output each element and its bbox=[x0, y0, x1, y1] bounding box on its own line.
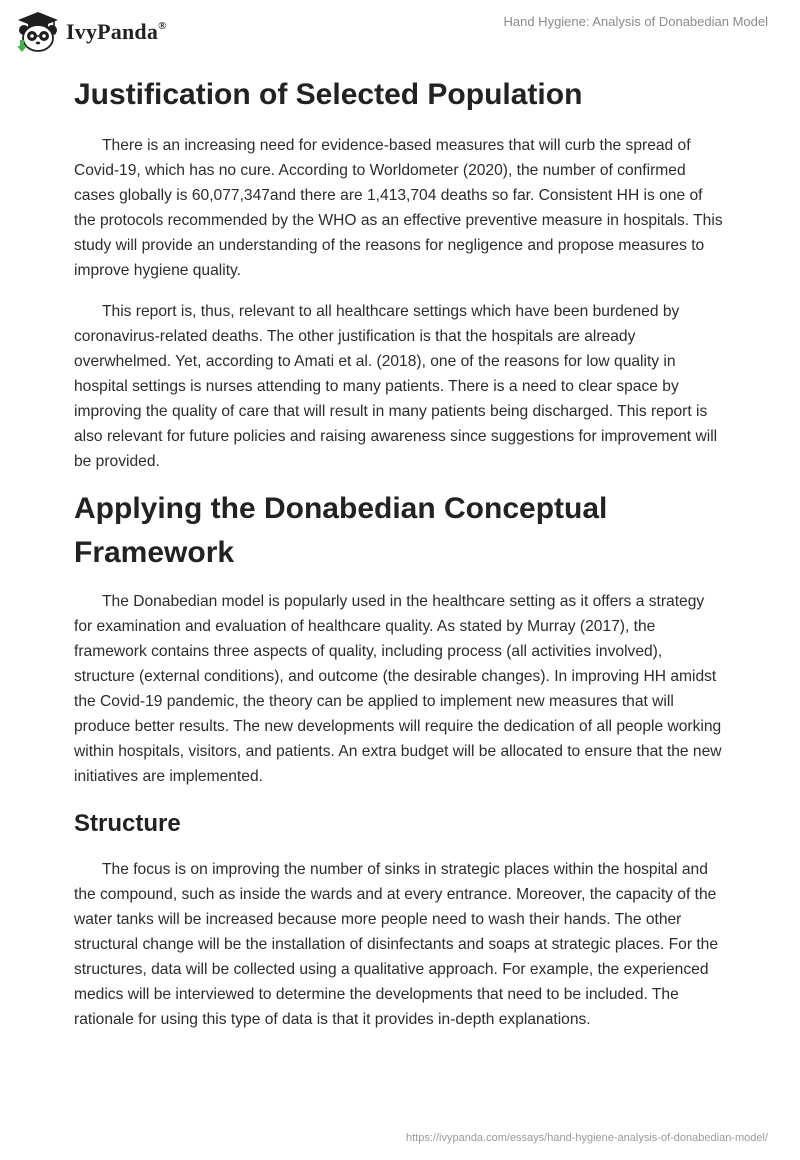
paragraph bbox=[74, 299, 724, 474]
section-structure bbox=[74, 808, 724, 840]
paragraph bbox=[74, 857, 724, 1032]
paragraph-text: The focus is on improving the number of sinks in strategic places within the hospital and the compound, such as inside the wards and at every entrance. Moreover, the capacity of the water tanks will be increased because more people need to wash their hands. The other structural change will be the installation of disinfectants and soaps at strategic places. For the structures, data will be collected using a qualitative approach. For example, the experienced medics will be interviewed to determine the developments that need to be included. The rationale for using this type of data is that it provides in-depth explanations. bbox=[74, 861, 719, 1028]
document-title: Hand Hygiene: Analysis of Donabedian Model bbox=[503, 14, 768, 29]
section-heading: Justification of Selected Population bbox=[74, 78, 583, 111]
source-url-link[interactable]: https://ivypanda.com/essays/hand-hygiene-analysis-of-donabedian-model/ bbox=[406, 1132, 768, 1144]
logo[interactable] bbox=[14, 10, 167, 54]
section-justification bbox=[74, 72, 724, 118]
section-heading: Applying the Donabedian Conceptual Framework bbox=[74, 492, 608, 569]
paragraph-text: The Donabedian model is popularly used in the healthcare setting as it offers a strategy for examination and evaluation of healthcare quality. As stated by Murray (2017), the framework contains three aspects of quality, including process (all activities involved), structure (external conditions), and outcome (the desirable changes). In improving HH amidst the Covid-19 pandemic, the theory can be applied to implement new measures that will produce better results. The new developments will require the dedication of all people working within hospitals, visitors, and patients. An extra budget will be allocated to ensure that the new initiatives are implemented. bbox=[74, 593, 722, 785]
section-heading: Structure bbox=[74, 810, 181, 837]
paragraph bbox=[74, 133, 724, 283]
paragraph bbox=[74, 589, 724, 789]
page-header bbox=[0, 0, 800, 64]
logo-text: IvyPanda® bbox=[66, 19, 167, 44]
panda-logo-icon bbox=[14, 10, 62, 54]
paragraph-text: There is an increasing need for evidence-based measures that will curb the spread of Covid-19, which has no cure. According to Worldometer (2020), the number of confirmed cases globally is 60,077,347and there are 1,413,704 deaths so far. Consistent HH is one of the protocols recommended by the WHO as an effective preventive measure in hospitals. This study will provide an understanding of the reasons for negligence and propose measures to improve hygiene quality. bbox=[74, 137, 723, 279]
paragraph-text: This report is, thus, relevant to all healthcare settings which have been burdened by coronavirus-related deaths. The other justification is that the hospitals are already overwhelmed. Yet, according to Amati et al. (2018), one of the reasons for low quality in hospital settings is nurses attending to many patients. There is a need to clear space by improving the quality of care that will result in many patients being discharged. This report is also relevant for future policies and raising awareness since suggestions for improvement will be provided. bbox=[74, 303, 718, 470]
section-donabedian bbox=[74, 487, 724, 575]
